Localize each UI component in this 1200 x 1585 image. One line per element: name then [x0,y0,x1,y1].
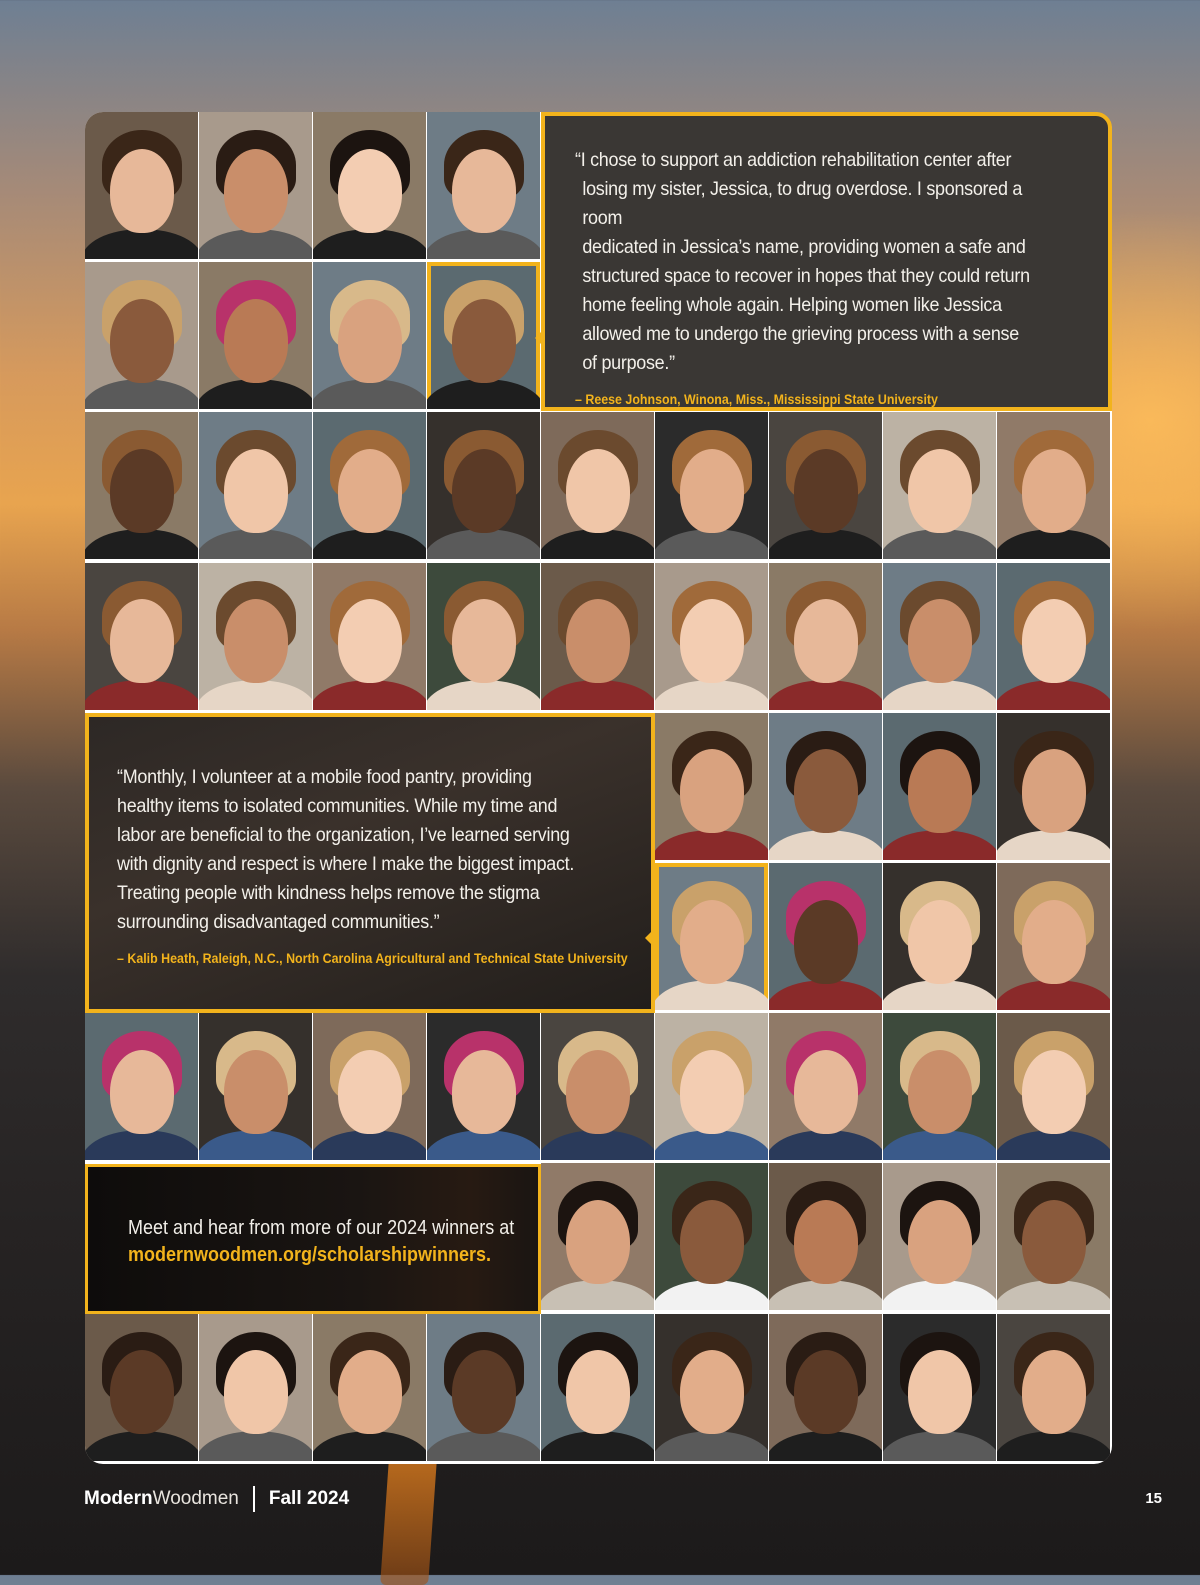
portrait-shoulders [85,379,198,409]
portrait-face [566,1350,630,1434]
student-portrait [769,713,882,860]
brand-logo-woodmen: Woodmen [152,1488,239,1509]
portrait-face [110,299,174,383]
student-portrait [883,563,996,710]
portrait-face [908,1050,972,1134]
portrait-shoulders [655,1280,768,1310]
portrait-shoulders [769,980,882,1010]
portrait-face [452,449,516,533]
page-footer [84,1485,349,1513]
student-portrait [655,1163,768,1310]
student-portrait [997,713,1110,860]
student-portrait [85,112,198,259]
portrait-face [680,900,744,984]
portrait-shoulders [541,1130,654,1160]
portrait-face [338,599,402,683]
portrait-face [338,149,402,233]
portrait-shoulders [883,680,996,710]
student-portrait [313,112,426,259]
student-portrait [655,563,768,710]
student-portrait [541,1163,654,1310]
student-portrait [769,563,882,710]
portrait-face [452,1350,516,1434]
scholarship-winners-link[interactable]: modernwoodmen.org/scholarshipwinners. [128,1244,492,1266]
portrait-shoulders [997,1130,1110,1160]
portrait-shoulders [655,1130,768,1160]
portrait-shoulders [427,680,540,710]
portrait-shoulders [199,680,312,710]
portrait-face [566,1200,630,1284]
portrait-face [908,749,972,833]
portrait-face [110,1350,174,1434]
portrait-shoulders [541,680,654,710]
portrait-shoulders [313,680,426,710]
portrait-face [1022,1350,1086,1434]
student-portrait [541,412,654,559]
portrait-shoulders [769,1130,882,1160]
student-portrait [997,1013,1110,1160]
portrait-shoulders [541,1431,654,1461]
portrait-shoulders [199,379,312,409]
student-portrait [997,563,1110,710]
portrait-shoulders [427,529,540,559]
quote-pointer-arrow [645,930,653,946]
student-portrait [313,563,426,710]
student-portrait [427,1314,540,1461]
student-portrait [769,412,882,559]
portrait-face [224,149,288,233]
portrait-shoulders [883,529,996,559]
quote-text: “I chose to support an addiction rehabilitation center after losing my sister, Jessica, to drug overdose. I sponsored a room dedicated in Jessica’s name, providing women a safe and structured space to recover in hopes that they could return home feeling whole again. Helping women like Jessica allowed me to undergo the grieving process with a sense of purpose.” [575,149,1030,374]
student-portrait [199,1013,312,1160]
student-portrait [769,1163,882,1310]
portrait-face [566,1050,630,1134]
portrait-face [908,900,972,984]
portrait-shoulders [199,529,312,559]
portrait-face [680,449,744,533]
student-portrait [199,1314,312,1461]
portrait-shoulders [883,1280,996,1310]
student-portrait [541,563,654,710]
student-portrait [883,713,996,860]
brand-logo-modern: Modern [84,1488,153,1509]
student-portrait [883,1314,996,1461]
portrait-face [338,449,402,533]
portrait-shoulders [85,529,198,559]
portrait-shoulders [997,1280,1110,1310]
student-portrait [199,412,312,559]
winners-cta-box [85,1164,541,1314]
portrait-shoulders [85,680,198,710]
road-center-line [380,1445,438,1585]
portrait-shoulders [769,529,882,559]
portrait-shoulders [199,1130,312,1160]
footer-divider [253,1486,255,1512]
portrait-shoulders [997,680,1110,710]
student-portrait [199,112,312,259]
quote-attribution: – Reese Johnson, Winona, Miss., Mississippi State University [575,392,938,407]
portrait-shoulders [199,1431,312,1461]
student-portrait [85,262,198,409]
portrait-face [680,1050,744,1134]
portrait-shoulders [313,379,426,409]
student-portrait [313,262,426,409]
portrait-face [224,299,288,383]
portrait-face [680,1200,744,1284]
student-portrait [655,1013,768,1160]
student-portrait [769,863,882,1010]
portrait-shoulders [769,1280,882,1310]
portrait-face [794,1200,858,1284]
portrait-face [224,599,288,683]
portrait-face [452,1050,516,1134]
student-portrait [541,1314,654,1461]
student-portrait [85,563,198,710]
student-portrait [883,863,996,1010]
quote-card-reese-johnson [541,112,1112,411]
portrait-shoulders [655,980,768,1010]
portrait-face [224,449,288,533]
portrait-shoulders [313,1130,426,1160]
portrait-face [452,299,516,383]
portrait-shoulders [883,980,996,1010]
student-portrait [313,1314,426,1461]
student-portrait [85,1314,198,1461]
portrait-shoulders [883,830,996,860]
quote-attribution: – Kalib Heath, Raleigh, N.C., North Carolina Agricultural and Technical State University [117,951,628,966]
portrait-face [794,599,858,683]
portrait-shoulders [997,1431,1110,1461]
student-portrait [655,713,768,860]
portrait-shoulders [997,830,1110,860]
portrait-shoulders [655,529,768,559]
portrait-face [566,449,630,533]
portrait-shoulders [541,529,654,559]
student-portrait [655,863,768,1010]
portrait-shoulders [769,830,882,860]
student-portrait [427,262,540,409]
student-portrait [769,1314,882,1461]
student-portrait [199,563,312,710]
portrait-face [1022,449,1086,533]
portrait-face [566,599,630,683]
portrait-face [680,749,744,833]
portrait-shoulders [313,229,426,259]
portrait-shoulders [541,1280,654,1310]
portrait-shoulders [313,1431,426,1461]
student-portrait [769,1013,882,1160]
student-portrait [541,1013,654,1160]
student-portrait [883,1163,996,1310]
portrait-face [794,900,858,984]
cta-text: Meet and hear from more of our 2024 winners at [128,1217,515,1239]
portrait-face [794,1350,858,1434]
portrait-face [908,1200,972,1284]
portrait-shoulders [85,1130,198,1160]
issue-label: Fall 2024 [268,1488,350,1509]
portrait-shoulders [655,680,768,710]
portrait-shoulders [769,680,882,710]
portrait-face [224,1050,288,1134]
student-portrait [199,262,312,409]
portrait-shoulders [85,1431,198,1461]
student-portrait [655,412,768,559]
student-portrait [655,1314,768,1461]
student-portrait [883,1013,996,1160]
portrait-face [680,599,744,683]
student-portrait [427,1013,540,1160]
student-portrait [85,1013,198,1160]
portrait-face [908,1350,972,1434]
portrait-shoulders [883,1130,996,1160]
student-portrait [997,1314,1110,1461]
portrait-shoulders [997,980,1110,1010]
portrait-face [908,449,972,533]
portrait-face [794,1050,858,1134]
portrait-face [794,449,858,533]
portrait-shoulders [655,1431,768,1461]
portrait-face [110,1050,174,1134]
quote-text: “Monthly, I volunteer at a mobile food pantry, providing healthy items to isolated communities. While my time and labor are beneficial to the organization, I’ve learned serving with dignity and respect is where I make the biggest impact. Treating people with kindness helps remove the stigma surrounding disadvantaged communities.” [117,766,575,933]
portrait-shoulders [997,529,1110,559]
portrait-face [1022,1200,1086,1284]
quote-card-kalib-heath [85,713,655,1013]
portrait-shoulders [199,229,312,259]
portrait-face [224,1350,288,1434]
portrait-shoulders [427,379,540,409]
portrait-shoulders [85,229,198,259]
page-number: 15 [1145,1490,1162,1507]
portrait-shoulders [769,1431,882,1461]
portrait-face [794,749,858,833]
student-portrait [997,412,1110,559]
student-portrait [427,112,540,259]
portrait-face [110,599,174,683]
portrait-shoulders [883,1431,996,1461]
student-portrait [85,412,198,559]
portrait-face [338,1350,402,1434]
portrait-face [338,299,402,383]
student-portrait [427,412,540,559]
student-portrait [427,563,540,710]
portrait-face [110,149,174,233]
student-portrait [313,412,426,559]
portrait-face [452,599,516,683]
portrait-shoulders [655,830,768,860]
student-portrait [313,1013,426,1160]
portrait-face [1022,1050,1086,1134]
quote-pointer-arrow [535,330,543,346]
portrait-face [110,449,174,533]
portrait-face [1022,599,1086,683]
portrait-face [452,149,516,233]
student-portrait [997,1163,1110,1310]
student-portrait [997,863,1110,1010]
portrait-shoulders [427,1431,540,1461]
portrait-shoulders [427,229,540,259]
student-portrait [883,412,996,559]
portrait-face [908,599,972,683]
portrait-shoulders [313,529,426,559]
portrait-face [1022,749,1086,833]
portrait-face [680,1350,744,1434]
portrait-shoulders [427,1130,540,1160]
portrait-face [338,1050,402,1134]
portrait-face [1022,900,1086,984]
